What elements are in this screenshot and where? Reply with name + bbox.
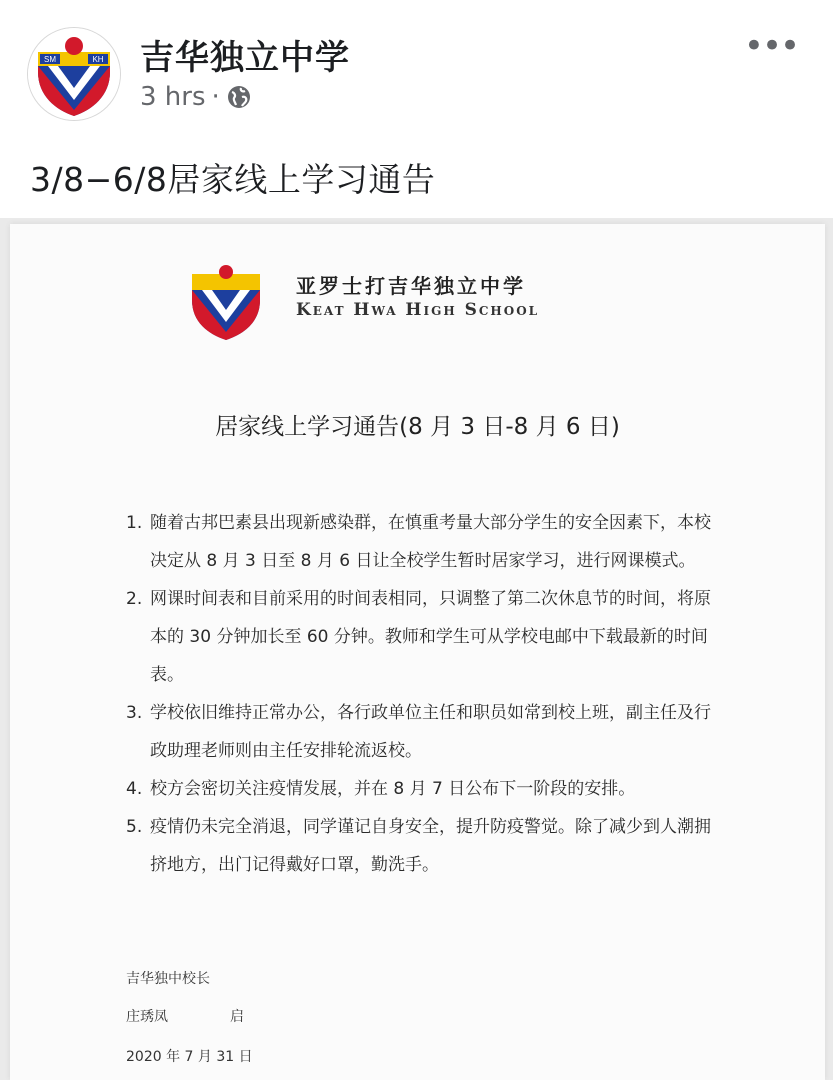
notice-items <box>126 504 726 884</box>
logo-right-text: KH <box>92 55 104 64</box>
notice-item <box>126 770 726 808</box>
page-avatar[interactable] <box>28 28 120 120</box>
signoff-word: 启 <box>230 1009 244 1025</box>
school-name-chinese: 亚罗士打吉华独立中学 <box>296 274 526 298</box>
item-number: 5. <box>126 817 143 837</box>
notice-item <box>126 694 726 770</box>
more-options-button[interactable]: ••• <box>743 26 799 66</box>
item-number: 3. <box>126 703 143 723</box>
item-text: 学校依旧维持正常办公，各行政单位主任和职员如常到校上班，副主任及行政助理老师则由主任安排轮流返校。 <box>150 703 711 761</box>
item-number: 4. <box>126 779 143 799</box>
notice-date: 2020 年 7 月 31 日 <box>126 1049 253 1065</box>
item-text: 疫情仍未完全消退，同学谨记自身安全，提升防疫警觉。除了减少到人潮拥挤地方，出门记得戴好口罩，勤洗手。 <box>150 817 711 875</box>
meta-separator: · <box>211 82 220 112</box>
signoff-title: 吉华独中校长 <box>126 971 210 987</box>
post-photo[interactable] <box>0 218 833 1080</box>
public-globe-icon[interactable] <box>226 84 252 110</box>
school-crest-icon <box>188 264 264 342</box>
signoff-line <box>126 1006 244 1026</box>
notice-title: 居家线上学习通告(8 月 3 日-8 月 6 日) <box>215 414 620 440</box>
item-text: 网课时间表和目前采用的时间表相同，只调整了第二次休息节的时间，将原本的 30 分钟加长至 60 分钟。教师和学生可从学校电邮中下载最新的时间表。 <box>150 589 711 685</box>
post-time[interactable]: 3 hrs <box>140 82 206 112</box>
school-logo-icon <box>28 28 120 120</box>
notice-item <box>126 580 726 694</box>
school-name-english: Keat Hwa High School <box>296 300 540 320</box>
item-number: 2. <box>126 589 143 609</box>
notice-document <box>10 224 825 1080</box>
notice-item <box>126 504 726 580</box>
post-text: 3/8−6/8居家线上学习通告 <box>30 160 436 199</box>
item-text: 随着古邦巴素县出现新感染群，在慎重考量大部分学生的安全因素下，本校决定从 8 月 3 日至 8 月 6 日让全校学生暂时居家学习，进行网课模式。 <box>150 513 711 571</box>
post-meta <box>140 82 252 112</box>
item-text: 校方会密切关注疫情发展，并在 8 月 7 日公布下一阶段的安排。 <box>150 779 636 799</box>
item-number: 1. <box>126 513 143 533</box>
notice-item <box>126 808 726 884</box>
signoff-name: 庄琇凤 <box>126 1009 168 1025</box>
logo-left-text: SM <box>44 55 56 64</box>
page-name[interactable]: 吉华独立中学 <box>140 38 350 78</box>
